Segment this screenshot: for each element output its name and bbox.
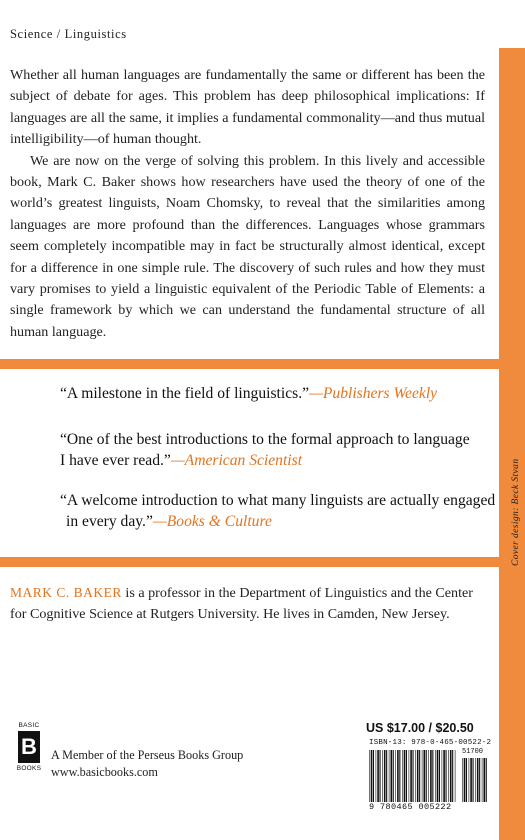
barcode-bar xyxy=(382,750,383,802)
publisher-info xyxy=(51,747,243,781)
quote-source: —Publishers Weekly xyxy=(309,385,438,402)
category-label: Science / Linguistics xyxy=(10,27,127,41)
barcode-bar xyxy=(432,750,433,802)
quote-text: “A welcome introduction to what many linguists are actually engaged xyxy=(60,492,496,509)
publisher-member-line: A Member of the Perseus Books Group xyxy=(51,748,244,762)
barcode-bar xyxy=(397,750,399,802)
barcode-bar xyxy=(395,750,396,802)
barcode-bar xyxy=(391,750,393,802)
barcode-bar xyxy=(442,750,443,802)
barcode-bar xyxy=(415,750,416,802)
barcode-bar xyxy=(464,758,466,802)
barcode-bar xyxy=(479,758,480,802)
barcode-bar xyxy=(419,750,420,802)
addon-barcode xyxy=(462,758,489,802)
barcode-bar xyxy=(399,750,400,802)
barcode-bar xyxy=(477,758,479,802)
barcode-bar xyxy=(393,750,394,802)
barcode-bar xyxy=(482,758,483,802)
barcode-bar xyxy=(384,750,386,802)
ean-number: 9 780465 005222 xyxy=(369,802,452,812)
addon-code: 51700 xyxy=(462,748,484,756)
quote-text: “A milestone in the field of linguistics.” xyxy=(60,385,310,402)
barcode-bar xyxy=(430,750,432,802)
barcode-bar xyxy=(470,758,472,802)
barcode-bar xyxy=(448,750,449,802)
barcode-bar xyxy=(469,758,470,802)
barcode-bar xyxy=(409,750,410,802)
cover-design-credit: Cover design: Beck Stvan xyxy=(511,458,521,566)
barcode-bar xyxy=(377,750,379,802)
barcode-bar xyxy=(439,750,440,802)
description-paragraph-1: Whether all human languages are fundamentally the same or different has been the subject of debate for ages. This problem has deep philosophical implications: If languages are all the same, it implies a fundamental commonality—and thus mutual intelligibility—of human thought. xyxy=(10,67,485,148)
barcode-bar xyxy=(402,750,403,802)
barcode-bar xyxy=(371,750,373,802)
barcode-bar xyxy=(435,750,436,802)
quote-text-line-2: I have ever read.” xyxy=(60,452,171,469)
review-quote-3 xyxy=(60,490,495,532)
barcode-bar xyxy=(437,750,439,802)
barcode-bar xyxy=(417,750,419,802)
review-quote-1 xyxy=(60,383,437,404)
barcode-bar xyxy=(376,750,377,802)
review-quotes xyxy=(0,369,499,557)
quote-source: —Books & Culture xyxy=(152,513,272,530)
barcode-bar xyxy=(446,750,447,802)
ean-barcode xyxy=(369,750,457,802)
quote-source: —American Scientist xyxy=(170,452,303,469)
price-label: US $17.00 / $20.50 xyxy=(366,721,474,735)
orange-divider-top xyxy=(0,359,499,369)
barcode-block xyxy=(366,738,492,814)
basic-books-logo xyxy=(14,722,44,772)
barcode-bar xyxy=(486,758,487,802)
barcode-bar xyxy=(389,750,390,802)
barcode-bar xyxy=(426,750,427,802)
barcode-bar xyxy=(424,750,426,802)
barcode-bar xyxy=(473,758,474,802)
author-name: MARK C. BAKER xyxy=(10,585,122,600)
review-quote-2 xyxy=(60,429,470,471)
description-paragraph-2: We are now on the verge of solving this problem. In this lively and accessible book, Mark C. Baker shows how researchers have used the theory of one of the world’s greatest linguists, Noam Chomsky, to reveal that the similarities among languages are more profound than the differences. Languages whose grammars seem completely incompatible may in fact be structurally almost identical, except for a difference in one simple rule. The discovery of such rules and how they must vary promises to yield a linguistic equivalent of the Periodic Table of Elements: a single framework by which we can understand the fundamental structure of all human language. xyxy=(10,152,485,340)
logo-letter: B xyxy=(18,731,40,763)
barcode-bar xyxy=(386,750,387,802)
barcode-bar xyxy=(466,758,467,802)
barcode-bar xyxy=(410,750,412,802)
logo-bottom-text: BOOKS xyxy=(16,765,42,772)
author-bio xyxy=(10,582,490,625)
barcode-bar xyxy=(428,750,429,802)
barcode-bar xyxy=(406,750,407,802)
barcode-bar xyxy=(450,750,452,802)
barcode-bar xyxy=(413,750,414,802)
orange-divider-bottom xyxy=(0,557,499,567)
top-band xyxy=(0,0,525,48)
barcode-bar xyxy=(380,750,381,802)
barcode-bar xyxy=(484,758,486,802)
quote-text: “One of the best introductions to the formal approach to language xyxy=(60,431,470,448)
barcode-bar xyxy=(369,750,370,802)
isbn-text: ISBN-13: 978-0-465-00522-2 xyxy=(369,739,492,747)
barcode-bar xyxy=(475,758,476,802)
barcode-bar xyxy=(452,750,453,802)
quote-text-line-2: in every day.” xyxy=(66,513,153,530)
barcode-bar xyxy=(462,758,463,802)
book-description xyxy=(10,65,485,343)
barcode-bar xyxy=(443,750,445,802)
barcode-bar xyxy=(455,750,456,802)
barcode-bar xyxy=(373,750,374,802)
barcode-bar xyxy=(404,750,406,802)
publisher-website: www.basicbooks.com xyxy=(51,765,158,779)
author-bio-text: is a professor in the Department of Linguistics and the Center for Cognitive Science at Rutgers University. He lives in Camden, New Jersey. xyxy=(10,585,473,622)
logo-top-text: BASIC xyxy=(18,722,40,729)
barcode-bar xyxy=(422,750,423,802)
